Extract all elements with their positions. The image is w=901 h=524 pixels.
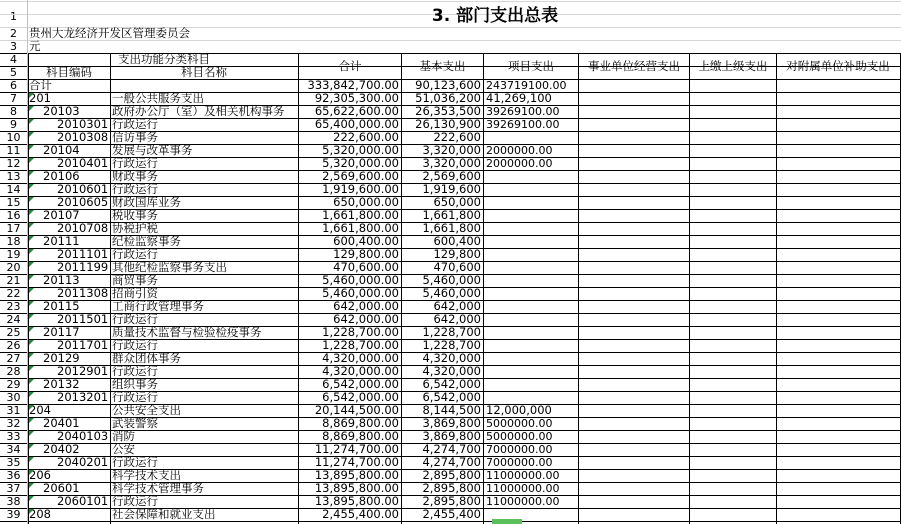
row-total-cell[interactable]: 13,895,800.00 bbox=[314, 495, 399, 508]
row-name-cell[interactable]: 政府办公厅（室）及相关机构事务 bbox=[112, 105, 285, 118]
row-total-cell[interactable]: 650,000.00 bbox=[333, 196, 399, 209]
row-basic-cell[interactable]: 26,353,500 bbox=[415, 105, 481, 118]
header-upper-remit[interactable]: 上缴上级支出 bbox=[698, 59, 768, 73]
row-project-cell[interactable]: 7000000.00 bbox=[486, 443, 553, 456]
row-basic-cell[interactable]: 4,320,000 bbox=[422, 365, 481, 378]
row-total-cell[interactable]: 5,320,000.00 bbox=[322, 157, 399, 170]
header-biz-operating[interactable]: 事业单位经营支出 bbox=[588, 59, 680, 73]
row-project-cell[interactable]: 11000000.00 bbox=[486, 482, 560, 495]
row-project-cell[interactable] bbox=[486, 274, 578, 287]
row-code-cell[interactable]: 2010308 bbox=[57, 131, 109, 144]
number-as-text-indicator-icon bbox=[29, 379, 34, 384]
row-number[interactable]: 9 bbox=[10, 118, 17, 131]
row-basic-cell[interactable]: 26,130,900 bbox=[415, 118, 481, 131]
row-name-cell[interactable]: 行政运行 bbox=[112, 339, 158, 352]
row-basic-cell[interactable]: 1,661,800 bbox=[422, 209, 481, 222]
number-as-text-indicator-icon bbox=[29, 210, 34, 215]
row-project-cell[interactable]: 2000000.00 bbox=[486, 157, 553, 170]
row-number[interactable]: 4 bbox=[10, 53, 17, 66]
row-code-cell[interactable]: 208 bbox=[29, 508, 51, 521]
row-total-cell[interactable]: 1,228,700.00 bbox=[322, 339, 399, 352]
row-basic-cell[interactable]: 8,144,500 bbox=[422, 404, 481, 417]
unit-cell[interactable]: 元 bbox=[29, 40, 41, 53]
row-total-cell[interactable]: 2,569,600.00 bbox=[322, 170, 399, 183]
row-name-cell[interactable]: 行政运行 bbox=[112, 157, 158, 170]
row-number[interactable]: 22 bbox=[6, 287, 21, 300]
row-project-cell[interactable] bbox=[486, 365, 578, 378]
row-code-cell[interactable]: 2010601 bbox=[57, 183, 109, 196]
number-as-text-indicator-icon bbox=[29, 444, 34, 449]
row-basic-cell[interactable]: 2,895,800 bbox=[422, 495, 481, 508]
row-code-cell[interactable]: 20401 bbox=[43, 417, 80, 430]
row-name-cell[interactable]: 组织事务 bbox=[112, 378, 158, 391]
row-name-cell[interactable]: 武装警察 bbox=[112, 417, 158, 430]
row-total-cell[interactable]: 65,400,000.00 bbox=[314, 118, 399, 131]
row-project-cell[interactable]: 12,000,000 bbox=[486, 404, 552, 417]
row-total-cell[interactable]: 1,661,800.00 bbox=[322, 209, 399, 222]
row-number[interactable]: 26 bbox=[6, 339, 21, 352]
row-basic-cell[interactable]: 642,000 bbox=[433, 313, 481, 326]
row-code-cell[interactable]: 2011199 bbox=[57, 261, 109, 274]
row-basic-cell[interactable]: 3,320,000 bbox=[422, 157, 481, 170]
row-total-cell[interactable]: 11,274,700.00 bbox=[314, 456, 399, 469]
row-total-cell[interactable]: 4,320,000.00 bbox=[322, 352, 399, 365]
row-total-cell[interactable]: 470,600.00 bbox=[333, 261, 399, 274]
row-number[interactable]: 36 bbox=[6, 469, 21, 482]
row-total-cell[interactable]: 5,460,000.00 bbox=[322, 274, 399, 287]
org-name-cell[interactable]: 贵州大龙经济开发区管理委员会 bbox=[29, 27, 190, 40]
row-project-cell[interactable] bbox=[486, 235, 578, 248]
row-number[interactable]: 24 bbox=[6, 313, 21, 326]
row-code-cell[interactable]: 20107 bbox=[43, 209, 80, 222]
row-number[interactable]: 38 bbox=[6, 495, 21, 508]
row-name-cell[interactable]: 其他纪检监察事务支出 bbox=[112, 261, 227, 274]
row-basic-cell[interactable]: 6,542,000 bbox=[422, 391, 481, 404]
row-basic-cell[interactable]: 1,919,600 bbox=[422, 183, 481, 196]
row-number[interactable]: 29 bbox=[6, 378, 21, 391]
row-name-cell[interactable]: 行政运行 bbox=[112, 248, 158, 261]
row-number[interactable]: 37 bbox=[6, 482, 21, 495]
row-total-cell[interactable]: 13,895,800.00 bbox=[314, 469, 399, 482]
row-code-cell[interactable]: 20402 bbox=[43, 443, 80, 456]
row-name-cell[interactable]: 工商行政管理事务 bbox=[112, 300, 204, 313]
row-basic-cell[interactable]: 2,895,800 bbox=[422, 482, 481, 495]
row-header-column bbox=[0, 0, 27, 524]
row-code-cell[interactable]: 20115 bbox=[43, 300, 80, 313]
row-number[interactable]: 30 bbox=[6, 391, 21, 404]
row-project-cell[interactable] bbox=[486, 352, 578, 365]
row-basic-cell[interactable]: 4,320,000 bbox=[422, 352, 481, 365]
row-basic-cell[interactable]: 222,600 bbox=[433, 131, 481, 144]
row-number[interactable]: 25 bbox=[6, 326, 21, 339]
row-basic-cell[interactable]: 600,400 bbox=[433, 235, 481, 248]
row-code-cell[interactable]: 20601 bbox=[43, 482, 80, 495]
row-basic-cell[interactable]: 90,123,600 bbox=[415, 79, 481, 92]
row-number[interactable]: 15 bbox=[6, 196, 21, 209]
row-name-cell[interactable]: 行政运行 bbox=[112, 183, 158, 196]
row-number[interactable]: 39 bbox=[6, 508, 21, 521]
number-as-text-indicator-icon bbox=[29, 509, 34, 514]
row-name-cell[interactable]: 质量技术监督与检验检疫事务 bbox=[112, 326, 262, 339]
row-name-cell[interactable]: 行政运行 bbox=[112, 495, 158, 508]
row-project-cell[interactable]: 5000000.00 bbox=[486, 417, 553, 430]
number-as-text-indicator-icon bbox=[29, 353, 34, 358]
number-as-text-indicator-icon bbox=[29, 119, 34, 124]
horizontal-scrollbar-thumb[interactable] bbox=[492, 519, 522, 524]
row-number[interactable]: 20 bbox=[6, 261, 21, 274]
row-number[interactable]: 23 bbox=[6, 300, 21, 313]
number-as-text-indicator-icon bbox=[29, 301, 34, 306]
row-project-cell[interactable]: 5000000.00 bbox=[486, 430, 553, 443]
row-name-cell[interactable]: 信访事务 bbox=[112, 131, 158, 144]
row-name-cell[interactable]: 发展与改革事务 bbox=[112, 144, 193, 157]
row-code-cell[interactable]: 2010301 bbox=[57, 118, 109, 131]
row-name-cell[interactable]: 行政运行 bbox=[112, 391, 158, 404]
row-number[interactable]: 16 bbox=[6, 209, 21, 222]
row-total-cell[interactable]: 642,000.00 bbox=[333, 313, 399, 326]
row-total-cell[interactable]: 92,305,300.00 bbox=[314, 92, 399, 105]
row-total-cell[interactable]: 4,320,000.00 bbox=[322, 365, 399, 378]
row-project-cell[interactable]: 39269100.00 bbox=[486, 105, 560, 118]
number-as-text-indicator-icon bbox=[29, 262, 34, 267]
row-basic-cell[interactable]: 470,600 bbox=[433, 261, 481, 274]
row-code-cell[interactable]: 201 bbox=[29, 92, 51, 105]
row-total-cell[interactable]: 20,144,500.00 bbox=[314, 404, 399, 417]
row-code-cell[interactable]: 20129 bbox=[43, 352, 80, 365]
row-code-cell[interactable]: 20104 bbox=[43, 144, 80, 157]
row-name-cell[interactable]: 纪检监察事务 bbox=[112, 235, 181, 248]
row-basic-cell[interactable]: 3,320,000 bbox=[422, 144, 481, 157]
header-total[interactable]: 合计 bbox=[338, 59, 362, 73]
number-as-text-indicator-icon bbox=[29, 431, 34, 436]
row-name-cell[interactable]: 科学技术支出 bbox=[112, 469, 181, 482]
row-name-cell[interactable]: 公共安全支出 bbox=[112, 404, 181, 417]
number-as-text-indicator-icon bbox=[29, 184, 34, 189]
row-code-cell[interactable]: 204 bbox=[29, 404, 51, 417]
row-total-cell[interactable]: 65,622,600.00 bbox=[314, 105, 399, 118]
row-code-cell[interactable]: 2040201 bbox=[57, 456, 109, 469]
number-as-text-indicator-icon bbox=[29, 171, 34, 176]
number-as-text-indicator-icon bbox=[29, 106, 34, 111]
row-name-cell[interactable]: 社会保障和就业支出 bbox=[112, 508, 216, 521]
row-number[interactable]: 13 bbox=[6, 170, 21, 183]
row-number[interactable]: 8 bbox=[10, 105, 17, 118]
number-as-text-indicator-icon bbox=[29, 223, 34, 228]
row-number[interactable]: 27 bbox=[6, 352, 21, 365]
row-project-cell[interactable] bbox=[486, 391, 578, 404]
number-as-text-indicator-icon bbox=[29, 197, 34, 202]
row-basic-cell[interactable]: 650,000 bbox=[433, 196, 481, 209]
row-number[interactable]: 7 bbox=[10, 92, 17, 105]
number-as-text-indicator-icon bbox=[29, 249, 34, 254]
row-number[interactable]: 34 bbox=[6, 443, 21, 456]
row-basic-cell[interactable]: 129,800 bbox=[433, 248, 481, 261]
number-as-text-indicator-icon bbox=[29, 405, 34, 410]
row-name-cell[interactable]: 协税护税 bbox=[112, 222, 158, 235]
row-project-cell[interactable] bbox=[486, 248, 578, 261]
row-code-cell[interactable]: 合计 bbox=[29, 79, 52, 92]
row-code-cell[interactable]: 2060101 bbox=[57, 495, 109, 508]
row-code-cell[interactable]: 20132 bbox=[43, 378, 80, 391]
row-total-cell[interactable]: 600,400.00 bbox=[333, 235, 399, 248]
number-as-text-indicator-icon bbox=[29, 158, 34, 163]
sheet-title: 3. 部门支出总表 bbox=[431, 6, 559, 26]
row-basic-cell[interactable]: 4,274,700 bbox=[422, 456, 481, 469]
row-project-cell[interactable] bbox=[486, 222, 578, 235]
row-project-cell[interactable] bbox=[486, 326, 578, 339]
row-code-cell[interactable]: 20106 bbox=[43, 170, 80, 183]
header-project[interactable]: 项目支出 bbox=[508, 59, 554, 73]
row-basic-cell[interactable]: 5,460,000 bbox=[422, 274, 481, 287]
header-code[interactable]: 科目编码 bbox=[46, 65, 92, 79]
row-number[interactable]: 28 bbox=[6, 365, 21, 378]
number-as-text-indicator-icon bbox=[29, 418, 34, 423]
header-function-category[interactable]: 支出功能分类科目 bbox=[118, 52, 210, 66]
row-code-cell[interactable]: 20113 bbox=[43, 274, 80, 287]
row-code-cell[interactable]: 20111 bbox=[43, 235, 80, 248]
row-total-cell[interactable]: 8,869,800.00 bbox=[322, 430, 399, 443]
row-name-cell[interactable]: 行政运行 bbox=[112, 313, 158, 326]
row-name-cell[interactable]: 商贸事务 bbox=[112, 274, 158, 287]
row-basic-cell[interactable]: 1,228,700 bbox=[422, 326, 481, 339]
row-project-cell[interactable] bbox=[486, 209, 578, 222]
row-code-cell[interactable]: 20117 bbox=[43, 326, 80, 339]
row-basic-cell[interactable]: 1,228,700 bbox=[422, 339, 481, 352]
row-total-cell[interactable]: 6,542,000.00 bbox=[322, 391, 399, 404]
number-as-text-indicator-icon bbox=[29, 93, 34, 98]
row-number[interactable]: 14 bbox=[6, 183, 21, 196]
row-number[interactable]: 18 bbox=[6, 235, 21, 248]
row-name-cell[interactable]: 科学技术管理事务 bbox=[112, 482, 204, 495]
row-number[interactable]: 19 bbox=[6, 248, 21, 261]
row-name-cell[interactable]: 行政运行 bbox=[112, 118, 158, 131]
row-total-cell[interactable]: 5,460,000.00 bbox=[322, 287, 399, 300]
row-code-cell[interactable]: 20103 bbox=[43, 105, 80, 118]
row-basic-cell[interactable]: 642,000 bbox=[433, 300, 481, 313]
row-project-cell[interactable]: 2000000.00 bbox=[486, 144, 553, 157]
row-code-cell[interactable]: 2013201 bbox=[57, 391, 109, 404]
row-basic-cell[interactable]: 2,569,600 bbox=[422, 170, 481, 183]
number-as-text-indicator-icon bbox=[29, 132, 34, 137]
row-number[interactable]: 3 bbox=[10, 40, 17, 53]
row-number[interactable]: 2 bbox=[10, 27, 17, 40]
row-number[interactable]: 6 bbox=[10, 79, 17, 92]
number-as-text-indicator-icon bbox=[29, 340, 34, 345]
row-project-cell[interactable] bbox=[486, 261, 578, 274]
row-name-cell[interactable]: 招商引资 bbox=[112, 287, 158, 300]
row-project-cell[interactable] bbox=[486, 300, 578, 313]
row-basic-cell[interactable]: 51,036,200 bbox=[415, 92, 481, 105]
row-total-cell[interactable]: 1,661,800.00 bbox=[322, 222, 399, 235]
row-project-cell[interactable]: 243719100.00 bbox=[486, 79, 567, 92]
row-code-cell[interactable]: 2010401 bbox=[57, 157, 109, 170]
header-name[interactable]: 科目名称 bbox=[181, 65, 227, 79]
row-number[interactable]: 21 bbox=[6, 274, 21, 287]
row-number[interactable]: 32 bbox=[6, 417, 21, 430]
row-name-cell[interactable]: 行政运行 bbox=[112, 456, 158, 469]
row-code-cell[interactable]: 2011308 bbox=[57, 287, 109, 300]
row-code-cell[interactable]: 2011501 bbox=[57, 313, 109, 326]
row-code-cell[interactable]: 2011701 bbox=[57, 339, 109, 352]
row-total-cell[interactable]: 5,320,000.00 bbox=[322, 144, 399, 157]
row-code-cell[interactable]: 2011101 bbox=[57, 248, 109, 261]
row-number[interactable]: 33 bbox=[6, 430, 21, 443]
row-project-cell[interactable] bbox=[486, 378, 578, 391]
number-as-text-indicator-icon bbox=[29, 496, 34, 501]
row-code-cell[interactable]: 2010708 bbox=[57, 222, 109, 235]
row-project-cell[interactable]: 41,269,100 bbox=[486, 92, 552, 105]
row-number[interactable]: 35 bbox=[6, 456, 21, 469]
number-as-text-indicator-icon bbox=[29, 327, 34, 332]
row-basic-cell[interactable]: 3,869,800 bbox=[422, 430, 481, 443]
row-number[interactable]: 17 bbox=[6, 222, 21, 235]
number-as-text-indicator-icon bbox=[29, 392, 34, 397]
row-code-cell[interactable]: 2010605 bbox=[57, 196, 109, 209]
header-subsidiary-subsidy[interactable]: 对附属单位补助支出 bbox=[786, 59, 890, 73]
row-basic-cell[interactable]: 1,661,800 bbox=[422, 222, 481, 235]
row-project-cell[interactable] bbox=[486, 170, 578, 183]
row-project-cell[interactable]: 11000000.00 bbox=[486, 469, 560, 482]
row-name-cell[interactable]: 消防 bbox=[112, 430, 135, 443]
row-name-cell[interactable]: 公安 bbox=[112, 443, 135, 456]
row-number[interactable]: 11 bbox=[6, 144, 21, 157]
row-total-cell[interactable]: 6,542,000.00 bbox=[322, 378, 399, 391]
row-code-cell[interactable]: 2040103 bbox=[57, 430, 109, 443]
row-number[interactable]: 31 bbox=[6, 404, 21, 417]
number-as-text-indicator-icon bbox=[29, 236, 34, 241]
number-as-text-indicator-icon bbox=[29, 457, 34, 462]
row-name-cell[interactable]: 群众团体事务 bbox=[112, 352, 181, 365]
row-project-cell[interactable]: 39269100.00 bbox=[486, 118, 560, 131]
row-number[interactable]: 5 bbox=[10, 66, 17, 79]
row-total-cell[interactable]: 13,895,800.00 bbox=[314, 482, 399, 495]
row-project-cell[interactable] bbox=[486, 339, 578, 352]
row-project-cell[interactable]: 11000000.00 bbox=[486, 495, 560, 508]
number-as-text-indicator-icon bbox=[29, 275, 34, 280]
row-basic-cell[interactable]: 4,274,700 bbox=[422, 443, 481, 456]
row-basic-cell[interactable]: 3,869,800 bbox=[422, 417, 481, 430]
row-project-cell[interactable] bbox=[486, 287, 578, 300]
row-basic-cell[interactable]: 5,460,000 bbox=[422, 287, 481, 300]
row-total-cell[interactable]: 1,919,600.00 bbox=[322, 183, 399, 196]
row-total-cell[interactable]: 333,842,700.00 bbox=[307, 79, 399, 92]
row-name-cell[interactable]: 一般公共服务支出 bbox=[112, 92, 204, 105]
row-total-cell[interactable]: 642,000.00 bbox=[333, 300, 399, 313]
row-name-cell[interactable]: 税收事务 bbox=[112, 209, 158, 222]
number-as-text-indicator-icon bbox=[29, 483, 34, 488]
number-as-text-indicator-icon bbox=[29, 145, 34, 150]
row-number[interactable]: 12 bbox=[6, 157, 21, 170]
row-code-cell[interactable]: 2012901 bbox=[57, 365, 109, 378]
number-as-text-indicator-icon bbox=[29, 314, 34, 319]
row-basic-cell[interactable]: 2,895,800 bbox=[422, 469, 481, 482]
number-as-text-indicator-icon bbox=[29, 470, 34, 475]
row-name-cell[interactable]: 财政国库业务 bbox=[112, 196, 181, 209]
row-total-cell[interactable]: 2,455,400.00 bbox=[322, 508, 399, 521]
row-project-cell[interactable]: 7000000.00 bbox=[486, 456, 553, 469]
row-project-cell[interactable] bbox=[486, 183, 578, 196]
number-as-text-indicator-icon bbox=[29, 366, 34, 371]
row-code-cell[interactable]: 206 bbox=[29, 469, 51, 482]
row-number[interactable]: 10 bbox=[6, 131, 21, 144]
row-project-cell[interactable] bbox=[486, 196, 578, 209]
row-basic-cell[interactable]: 6,542,000 bbox=[422, 378, 481, 391]
row-name-cell[interactable]: 财政事务 bbox=[112, 170, 158, 183]
row-name-cell[interactable]: 行政运行 bbox=[112, 365, 158, 378]
number-as-text-indicator-icon bbox=[29, 288, 34, 293]
row-total-cell[interactable]: 11,274,700.00 bbox=[314, 443, 399, 456]
row-project-cell[interactable] bbox=[486, 131, 578, 144]
row-name-cell[interactable] bbox=[112, 79, 298, 92]
row-number[interactable]: 1 bbox=[10, 10, 17, 23]
row-total-cell[interactable]: 1,228,700.00 bbox=[322, 326, 399, 339]
row-total-cell[interactable]: 129,800.00 bbox=[333, 248, 399, 261]
row-project-cell[interactable] bbox=[486, 313, 578, 326]
row-basic-cell[interactable]: 2,455,400 bbox=[422, 508, 481, 521]
row-total-cell[interactable]: 222,600.00 bbox=[333, 131, 399, 144]
header-basic[interactable]: 基本支出 bbox=[419, 59, 466, 73]
row-total-cell[interactable]: 8,869,800.00 bbox=[322, 417, 399, 430]
